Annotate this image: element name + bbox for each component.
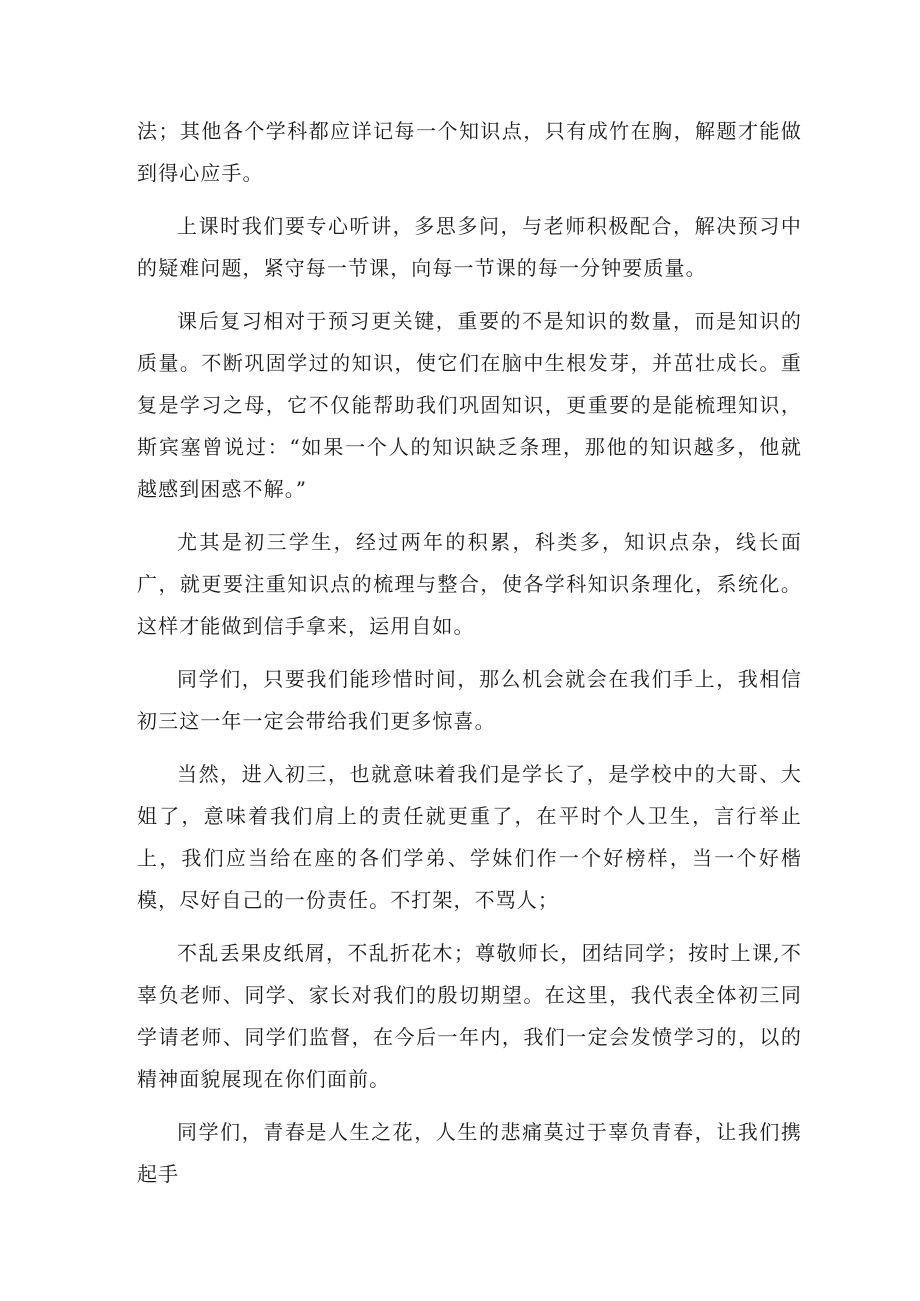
paragraph-8: 同学们，青春是人生之花，人生的悲痛莫过于辜负青春，让我们携起手 (137, 1120, 802, 1186)
paragraph-5: 同学们，只要我们能珍惜时间，那么机会就会在我们手上，我相信初三这一年一定会带给我们更多惊喜。 (137, 667, 802, 733)
paragraph-4: 尤其是初三学生，经过两年的积累，科类多，知识点杂，线长面广，就更要注重知识点的梳理与整合，使各学科知识条理化，系统化。这样才能做到信手拿来，运用自如。 (137, 530, 802, 638)
paragraph-7: 不乱丢果皮纸屑，不乱折花木；尊敬师长，团结同学；按时上课,不辜负老师、同学、家长对我们的殷切期望。在这里，我代表全体初三同学请老师、同学们监督，在今后一年内，我们一定会发愤学习的，以的精神面貌展现在你们面前。 (137, 941, 802, 1091)
document-body (137, 110, 802, 1206)
paragraph-2: 上课时我们要专心听讲，多思多问，与老师积极配合，解决预习中的疑难问题，紧守每一节课，向每一节课的每一分钟要质量。 (137, 214, 802, 280)
paragraph-3: 课后复习相对于预习更关键，重要的不是知识的数量，而是知识的质量。不断巩固学过的知识，使它们在脑中生根发芽，并茁壮成长。重复是学习之母，它不仅能帮助我们巩固知识，更重要的是能梳理知识，斯宾塞曾说过：“如果一个人的知识缺乏条理，那他的知识越多，他就越感到困惑不解。” (137, 309, 802, 501)
paragraph-1: 法；其他各个学科都应详记每一个知识点，只有成竹在胸，解题才能做到得心应手。 (137, 119, 802, 185)
paragraph-6: 当然，进入初三，也就意味着我们是学长了，是学校中的大哥、大姐了，意味着我们肩上的责任就更重了，在平时个人卫生，言行举止上，我们应当给在座的各们学弟、学妹们作一个好榜样，当一个好楷模，尽好自己的一份责任。不打架，不骂人； (137, 762, 802, 912)
